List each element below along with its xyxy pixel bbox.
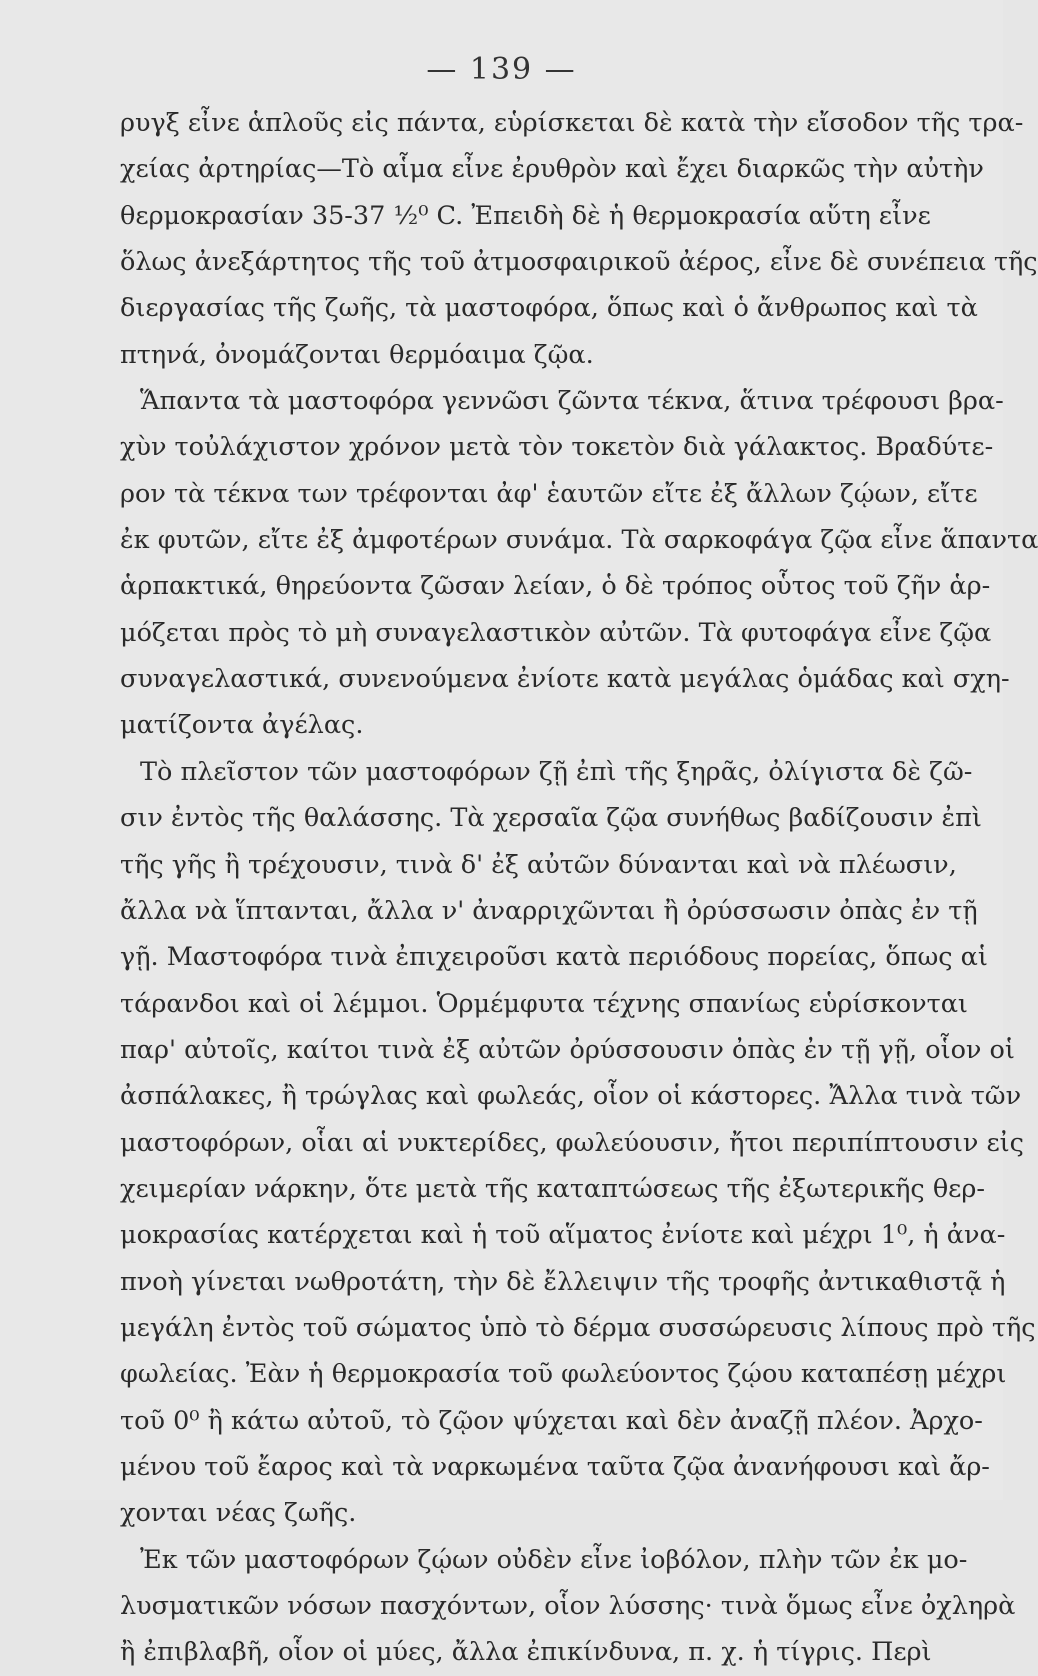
text-line: ἁρπακτικά, θηρεύοντα ζῶσαν λείαν, ὁ δὲ τρόπος οὗτος τοῦ ζῆν ἁρ- xyxy=(120,571,991,602)
text-line: χειμερίαν νάρκην, ὅτε μετὰ τῆς καταπτώσεως τῆς ἐξωτερικῆς θερ- xyxy=(120,1173,985,1204)
text-line: συναγελαστικά, συνενούμενα ἐνίοτε κατὰ μεγάλας ὁμάδας καὶ σχη- xyxy=(120,664,1010,695)
text-line: πτηνά, ὀνομάζονται θερμόαιμα ζῷα. xyxy=(120,339,594,370)
text-line: χονται νέας ζωῆς. xyxy=(120,1498,357,1529)
page-number: — 139 — xyxy=(426,52,577,87)
text-line: Ἅπαντα τὰ μαστοφόρα γεννῶσι ζῶντα τέκνα, ἅτινα τρέφουσι βρα- xyxy=(140,386,1004,417)
text-line: ρον τὰ τέκνα των τρέφονται ἀφ' ἑαυτῶν εἴτε ἐξ ἄλλων ζῴων, εἴτε xyxy=(120,478,978,509)
text-line: μοκρασίας κατέρχεται καὶ ἡ τοῦ αἵματος ἐνίοτε καὶ μέχρι 1⁰, ἡ ἀνα- xyxy=(120,1220,1006,1251)
text-line: σιν ἐντὸς τῆς θαλάσσης. Τὰ χερσαῖα ζῷα συνήθως βαδίζουσιν ἐπὶ xyxy=(120,803,982,834)
text-line: ρυγξ εἶνε ἁπλοῦς εἰς πάντα, εὑρίσκεται δὲ κατὰ τὴν εἴσοδον τῆς τρα- xyxy=(120,108,1024,138)
text-line: γῇ. Μαστοφόρα τινὰ ἐπιχειροῦσι κατὰ περιόδους πορείας, ὅπως αἱ xyxy=(120,942,988,973)
text-line: Ἐκ τῶν μαστοφόρων ζῴων οὐδὲν εἶνε ἰοβόλον, πλὴν τῶν ἐκ μο- xyxy=(140,1544,968,1575)
text-line: ἄλλα νὰ ἵπτανται, ἄλλα ν' ἀναρριχῶνται ἢ ὀρύσσωσιν ὀπὰς ἐν τῇ xyxy=(120,895,978,926)
text-line: μαστοφόρων, οἷαι αἱ νυκτερίδες, φωλεύουσιν, ἤτοι περιπίπτουσιν εἰς xyxy=(120,1127,1024,1158)
text-line: ματίζοντα ἀγέλας. xyxy=(120,710,364,741)
text-line: μόζεται πρὸς τὸ μὴ συναγελαστικὸν αὐτῶν. Τὰ φυτοφάγα εἶνε ζῷα xyxy=(120,617,992,648)
body-text xyxy=(120,100,1038,1676)
text-line: μένου τοῦ ἔαρος καὶ τὰ ναρκωμένα ταῦτα ζῷα ἀνανήφουσι καὶ ἄρ- xyxy=(120,1451,990,1482)
text-line: Τὸ πλεῖστον τῶν μαστοφόρων ζῇ ἐπὶ τῆς ξηρᾶς, ὀλίγιστα δὲ ζῶ- xyxy=(140,756,973,787)
text-line: χείας ἀρτηρίας—Τὸ αἷμα εἶνε ἐρυθρὸν καὶ ἔχει διαρκῶς τὴν αὐτὴν xyxy=(120,154,984,185)
text-line: λυσματικῶν νόσων πασχόντων, οἷον λύσσης· τινὰ ὅμως εἶνε ὀχληρὰ xyxy=(120,1591,1016,1621)
text-line: τοῦ 0⁰ ἢ κάτω αὐτοῦ, τὸ ζῷον ψύχεται καὶ δὲν ἀναζῇ πλέον. Ἀρχο- xyxy=(120,1405,983,1436)
text-line: μεγάλη ἐντὸς τοῦ σώματος ὑπὸ τὸ δέρμα συσσώρευσις λίπους πρὸ τῆς xyxy=(120,1312,1036,1343)
text-line: θερμοκρασίαν 35-37 ½⁰ C. Ἐπειδὴ δὲ ἡ θερμοκρασία αὕτη εἶνε xyxy=(120,200,931,231)
text-line: ὅλως ἀνεξάρτητος τῆς τοῦ ἀτμοσφαιρικοῦ ἀέρος, εἶνε δὲ συνέπεια τῆς xyxy=(120,247,1038,278)
text-line: ἢ ἐπιβλαβῆ, οἷον οἱ μύες, ἄλλα ἐπικίνδυνα, π. χ. ἡ τίγρις. Περὶ xyxy=(120,1637,932,1668)
text-line: ἐκ φυτῶν, εἴτε ἐξ ἀμφοτέρων συνάμα. Τὰ σαρκοφάγα ζῷα εἶνε ἅπαντα xyxy=(120,525,1038,556)
text-line: διεργασίας τῆς ζωῆς, τὰ μαστοφόρα, ὅπως καὶ ὁ ἄνθρωπος καὶ τὰ xyxy=(120,293,978,324)
text-line: χὺν τοὐλάχιστον χρόνον μετὰ τὸν τοκετὸν διὰ γάλακτος. Βραδύτε- xyxy=(120,432,994,463)
text-line: πνοὴ γίνεται νωθροτάτη, τὴν δὲ ἔλλειψιν τῆς τροφῆς ἀντικαθιστᾷ ἡ xyxy=(120,1266,1006,1297)
text-line: φωλείας. Ἐὰν ἡ θερμοκρασία τοῦ φωλεύοντος ζῴου καταπέσῃ μέχρι xyxy=(120,1359,1007,1390)
text-line: τάρανδοι καὶ οἱ λέμμοι. Ὁρμέμφυτα τέχνης σπανίως εὑρίσκονται xyxy=(120,988,968,1019)
text-line: ἀσπάλακες, ἢ τρώγλας καὶ φωλεάς, οἷον οἱ κάστορες. Ἄλλα τινὰ τῶν xyxy=(120,1081,1022,1112)
text-line: παρ' αὐτοῖς, καίτοι τινὰ ἐξ αὐτῶν ὀρύσσουσιν ὀπὰς ἐν τῇ γῇ, οἷον οἱ xyxy=(120,1034,1015,1065)
text-line: τῆς γῆς ἢ τρέχουσιν, τινὰ δ' ἐξ αὐτῶν δύνανται καὶ νὰ πλέωσιν, xyxy=(120,849,957,880)
